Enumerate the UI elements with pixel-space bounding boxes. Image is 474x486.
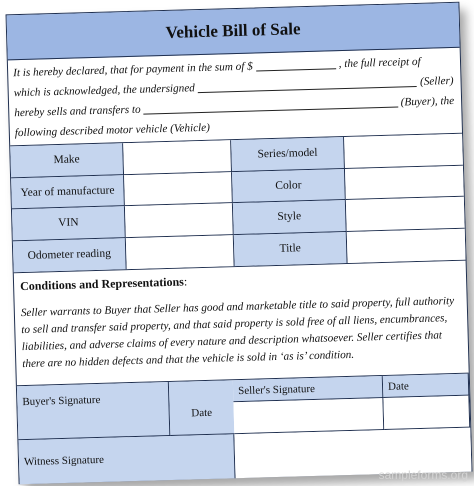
declaration-line4: following described motor vehicle (Vehicle) [14, 121, 211, 140]
series-model-label: Series/model [231, 137, 345, 172]
declaration-paragraph [13, 51, 455, 143]
vin-label: VIN [12, 206, 126, 241]
bill-of-sale-form [6, 2, 473, 484]
buyer-date-label: Date [169, 380, 234, 436]
odometer-field[interactable] [126, 235, 235, 270]
buyer-signature-label: Buyer's Signature [17, 382, 170, 440]
declaration-line3-start: hereby sells and transfers to [14, 103, 141, 120]
conditions-heading: Conditions and Representations [19, 274, 185, 294]
declaration-line2-start: which is acknowledged, the undersigned [13, 82, 195, 100]
make-field[interactable] [123, 140, 232, 175]
year-label: Year of manufacture [11, 175, 125, 210]
witness-signature-label: Witness Signature [18, 434, 235, 484]
style-label: Style [233, 200, 347, 235]
declaration-line3-end: (Buyer), the [400, 94, 455, 109]
seller-date-label: Date [383, 374, 470, 398]
color-label: Color [232, 169, 346, 204]
title-label: Title [234, 231, 348, 266]
conditions-section [20, 265, 463, 373]
declaration-line2-end: (Seller) [419, 74, 454, 88]
seller-signature-label: Seller's Signature [233, 376, 384, 402]
seller-date-field[interactable] [383, 396, 470, 430]
vehicle-details-table [10, 133, 465, 274]
declaration-line1-start: It is hereby declared, that for payment in the sum of $ [13, 60, 253, 80]
conditions-text: Seller warrants to Buyer that Seller has good and marketable title to said property, full authority to sell and transfer said property, and that said property is sold free of all liens, encumbrances, liabilities, and adverse claims of every nature and description whatsoever. Seller certifies that there are no hidden defects and that the vehicle is sold in ‘as is’ condition. [20, 295, 455, 371]
color-field[interactable] [345, 165, 464, 200]
watermark: sampleforms.org [378, 468, 468, 482]
form-title: Vehicle Bill of Sale [165, 19, 301, 42]
vin-field[interactable] [125, 203, 234, 238]
seller-signature-field[interactable] [233, 398, 384, 434]
series-model-field[interactable] [344, 134, 463, 169]
make-label: Make [10, 143, 124, 178]
year-field[interactable] [124, 172, 233, 207]
conditions-heading-colon: : [183, 274, 188, 289]
declaration-line1-end: , the full receipt of [338, 55, 421, 71]
payment-amount-field[interactable] [255, 54, 335, 71]
odometer-label: Odometer reading [13, 238, 127, 273]
style-field[interactable] [346, 197, 465, 232]
title-field[interactable] [347, 228, 466, 263]
